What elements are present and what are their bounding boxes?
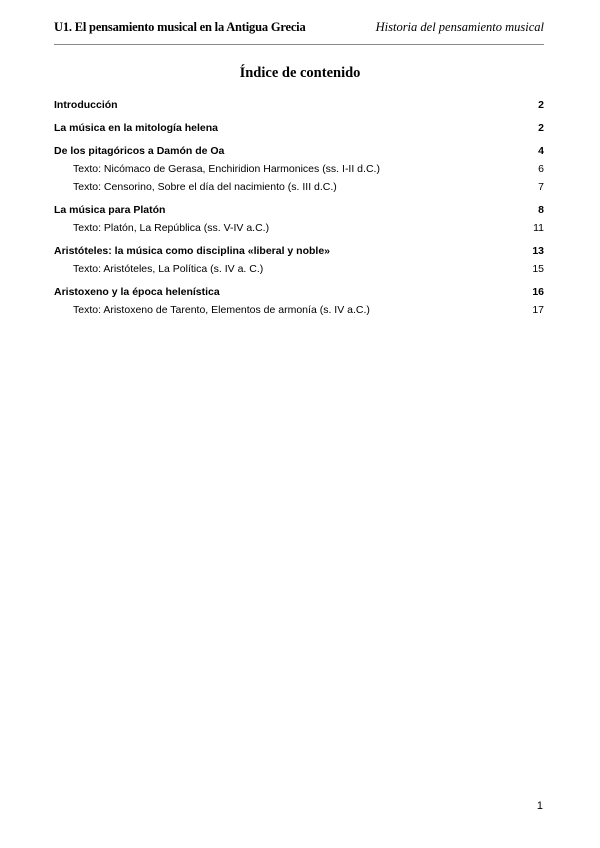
toc-entry-page: 7: [538, 181, 544, 193]
toc-entry-republica[interactable]: [54, 220, 544, 238]
toc-entry-censorino[interactable]: [54, 179, 544, 197]
toc-entry-politica[interactable]: [54, 261, 544, 279]
toc-entry-label: La música en la mitología helena: [54, 122, 218, 134]
header-subject-title: Historia del pensamiento musical: [375, 20, 544, 34]
toc-entry-label: Aristoxeno y la época helenística: [54, 286, 220, 298]
toc-entry-label: Texto: Censorino, Sobre el día del nacimiento (s. III d.C.): [73, 181, 337, 193]
header-course-title: U1. El pensamiento musical en la Antigua Grecia: [54, 20, 306, 34]
toc-entry-nicomaco[interactable]: [54, 161, 544, 179]
toc-entry-label: Texto: Aristoxeno de Tarento, Elementos de armonía (s. IV a.C.): [73, 304, 370, 316]
toc-entry-elementos-armonia[interactable]: [54, 302, 544, 320]
toc-entry-page: 2: [538, 99, 544, 111]
toc-entry-page: 6: [538, 163, 544, 175]
running-header: [54, 20, 544, 45]
toc-entry-label: Texto: Aristóteles, La Política (s. IV a. C.): [73, 263, 264, 275]
toc-entry-label: Texto: Nicómaco de Gerasa, Enchiridion Harmonices (ss. I-II d.C.): [73, 163, 380, 175]
page-number: 1: [536, 800, 543, 812]
toc-entry-page: 8: [538, 204, 544, 216]
table-of-contents: [54, 97, 544, 320]
toc-entry-label: Aristóteles: la música como disciplina «liberal y noble»: [54, 245, 331, 257]
toc-entry-mitologia[interactable]: [54, 120, 544, 138]
toc-entry-page: 11: [533, 222, 544, 234]
toc-entry-pitagoricos[interactable]: [54, 143, 544, 161]
toc-entry-page: 17: [532, 304, 544, 316]
toc-entry-page: 13: [532, 245, 544, 257]
toc-entry-page: 15: [532, 263, 544, 275]
toc-entry-platon[interactable]: [54, 202, 544, 220]
toc-entry-aristoteles[interactable]: [54, 243, 544, 261]
toc-title: Índice de contenido: [239, 65, 361, 81]
toc-entry-page: 2: [538, 122, 544, 134]
toc-entry-label: Texto: Platón, La República (ss. V-IV a.C.): [73, 222, 270, 234]
toc-entry-label: La música para Platón: [54, 204, 166, 216]
toc-entry-aristoxeno[interactable]: [54, 284, 544, 302]
toc-entry-label: De los pitagóricos a Damón de Oa: [54, 145, 225, 157]
toc-entry-page: 4: [538, 145, 544, 157]
toc-entry-page: 16: [532, 286, 544, 298]
toc-entry-introduccion[interactable]: [54, 97, 544, 115]
toc-entry-label: Introducción: [54, 99, 118, 111]
